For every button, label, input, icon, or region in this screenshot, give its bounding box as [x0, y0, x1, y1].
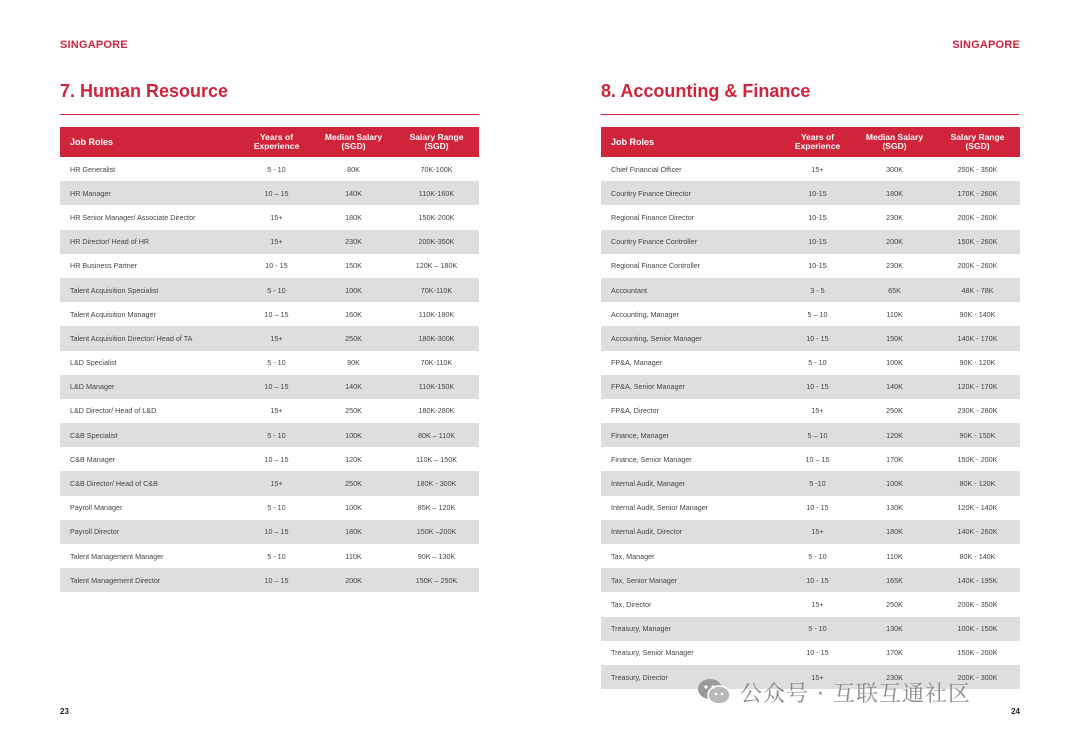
header-years: Years of Experience: [240, 127, 313, 157]
cell-median: 250K: [345, 406, 362, 416]
table-row: [60, 375, 479, 399]
cell-range: 90K - 150K: [935, 423, 1020, 447]
cell-years: 5 - 10: [267, 503, 286, 513]
table-row: [601, 447, 1020, 471]
cell-years: 10 – 15: [240, 375, 313, 399]
table-row: [60, 157, 479, 181]
table-row: [601, 278, 1020, 302]
cell-range: 170K - 260K: [935, 181, 1020, 205]
cell-job-role: Talent Management Director: [60, 568, 240, 592]
table-row: [601, 375, 1020, 399]
table-row: [601, 181, 1020, 205]
header-range: Salary Range (SGD): [394, 127, 479, 157]
cell-median: 230K: [886, 261, 903, 271]
cell-range: 100K - 150K: [935, 617, 1020, 641]
cell-job-role: Internal Audit, Senior Manager: [611, 503, 709, 513]
cell-years: 15+: [240, 471, 313, 495]
cell-job-role: C&B Manager: [70, 454, 116, 464]
wechat-icon: [696, 676, 732, 708]
cell-median: 100K: [854, 471, 935, 495]
cell-job-role: Country Finance Director: [601, 181, 781, 205]
cell-job-role: FP&A, Manager: [611, 358, 663, 368]
cell-range: 70K-100K: [420, 164, 453, 174]
table-row: [601, 302, 1020, 326]
header-job-roles: Job Roles: [601, 127, 781, 157]
cell-median: 180K: [854, 181, 935, 205]
cell-years: 15+: [270, 212, 283, 222]
cell-median: 110K: [886, 309, 903, 319]
cell-range: 150K – 250K: [394, 568, 479, 592]
cell-years: 15+: [781, 520, 854, 544]
cell-median: 120K: [345, 454, 362, 464]
cell-years: 10 - 15: [265, 261, 288, 271]
cell-years: 15+: [270, 406, 283, 416]
cell-job-role: Regional Finance Director: [611, 212, 695, 222]
cell-range: 200K-350K: [394, 230, 479, 254]
cell-years: 10 – 15: [240, 181, 313, 205]
cell-range: 80K - 140K: [959, 551, 996, 561]
cell-job-role: HR Manager: [60, 181, 240, 205]
table-row: [601, 617, 1020, 641]
cell-job-role: Chief Financial Officer: [611, 164, 682, 174]
cell-median: 80K: [347, 164, 360, 174]
cell-years: 15+: [781, 665, 854, 689]
cell-median: 130K: [854, 617, 935, 641]
cell-job-role: Accountant: [601, 278, 781, 302]
cell-range: 90K - 120K: [959, 358, 996, 368]
table-row: [601, 471, 1020, 495]
cell-years: 10-15: [808, 212, 827, 222]
cell-range: 120K - 170K: [935, 375, 1020, 399]
cell-job-role: Treasury, Manager: [601, 617, 781, 641]
cell-job-role: FP&A, Senior Manager: [601, 375, 781, 399]
cell-range: 150K - 200K: [957, 648, 998, 658]
cell-years: 10 - 15: [806, 648, 829, 658]
table-row: [60, 254, 479, 278]
cell-job-role: Finance, Manager: [601, 423, 781, 447]
cell-range: 140K - 195K: [935, 568, 1020, 592]
cell-years: 10 - 15: [806, 503, 829, 513]
cell-median: 170K: [886, 454, 903, 464]
salary-table: [601, 127, 1020, 689]
table-row: [601, 351, 1020, 375]
table-row: [601, 423, 1020, 447]
cell-years: 5 - 10: [808, 358, 827, 368]
cell-median: 250K: [313, 326, 394, 350]
table-row: [60, 399, 479, 423]
table-row: [601, 544, 1020, 568]
section-title: 7. Human Resource: [60, 81, 229, 101]
country-label: SINGAPORE: [60, 39, 128, 51]
cell-years: 5 - 10: [808, 551, 827, 561]
cell-range: 120K - 140K: [957, 503, 998, 513]
cell-job-role: Accounting, Senior Manager: [601, 326, 781, 350]
table-row: [60, 230, 479, 254]
cell-range: 48K - 78K: [935, 278, 1020, 302]
cell-years: 5 - 10: [781, 617, 854, 641]
cell-range: 200K - 350K: [957, 599, 998, 609]
cell-range: 110K – 150K: [415, 454, 458, 464]
cell-median: 140K: [313, 181, 394, 205]
table-row: [601, 520, 1020, 544]
cell-range: 80K - 120K: [935, 471, 1020, 495]
table-row: [601, 254, 1020, 278]
cell-years: 10 – 15: [805, 454, 830, 464]
cell-years: 5 - 10: [267, 551, 286, 561]
cell-years: 10-15: [781, 181, 854, 205]
cell-range: 200K - 260K: [957, 261, 998, 271]
cell-median: 120K: [854, 423, 935, 447]
cell-range: 110K-160K: [394, 181, 479, 205]
cell-median: 100K: [313, 423, 394, 447]
cell-job-role: Payroll Director: [60, 520, 240, 544]
table-row: [60, 447, 479, 471]
table-row: [601, 641, 1020, 665]
cell-years: 10-15: [808, 261, 827, 271]
cell-job-role: Regional Finance Controller: [611, 261, 701, 271]
cell-median: 140K: [313, 375, 394, 399]
cell-job-role: L&D Director/ Head of L&D: [70, 406, 157, 416]
cell-median: 180K: [345, 212, 362, 222]
cell-median: 180K: [854, 520, 935, 544]
cell-years: 5 – 10: [781, 423, 854, 447]
cell-range: 85K – 120K: [417, 503, 456, 513]
cell-range: 180K-280K: [418, 406, 455, 416]
table-row: [601, 230, 1020, 254]
cell-job-role: Payroll Manager: [70, 503, 123, 513]
cell-years: 5 – 10: [807, 309, 828, 319]
cell-job-role: Treasury, Director: [601, 665, 781, 689]
table-row: [601, 568, 1020, 592]
cell-years: 10 - 15: [781, 375, 854, 399]
cell-median: 100K: [345, 503, 362, 513]
page-number: 23: [60, 707, 69, 716]
table-row: [60, 302, 479, 326]
header-range: Salary Range (SGD): [935, 127, 1020, 157]
table-row: [60, 351, 479, 375]
cell-median: 160K: [345, 309, 362, 319]
cell-job-role: Tax, Manager: [611, 551, 655, 561]
cell-range: 150K - 260K: [935, 230, 1020, 254]
cell-years: 15+: [811, 164, 824, 174]
cell-median: 250K: [313, 471, 394, 495]
page-number: 24: [1011, 707, 1020, 716]
table-row: [601, 592, 1020, 616]
cell-range: 200K - 260K: [957, 212, 998, 222]
header-median: Median Salary (SGD): [313, 127, 394, 157]
cell-median: 170K: [886, 648, 903, 658]
cell-years: 3 - 5: [781, 278, 854, 302]
cell-median: 110K: [886, 551, 903, 561]
cell-years: 15+: [811, 406, 824, 416]
watermark: [696, 676, 971, 708]
cell-years: 15+: [240, 326, 313, 350]
cell-median: 250K: [886, 599, 903, 609]
table-header-row: [60, 127, 479, 157]
cell-median: 110K: [345, 551, 362, 561]
cell-years: 15+: [240, 230, 313, 254]
cell-job-role: Talent Acquisition Manager: [70, 309, 156, 319]
cell-job-role: Internal Audit, Manager: [601, 471, 781, 495]
cell-range: 180K - 300K: [394, 471, 479, 495]
cell-range: 110K-180K: [418, 309, 455, 319]
cell-years: 10-15: [781, 230, 854, 254]
cell-years: 10 – 15: [240, 568, 313, 592]
cell-range: 250K - 350K: [957, 164, 998, 174]
table-row: [60, 423, 479, 447]
cell-median: 150K: [854, 326, 935, 350]
cell-job-role: Talent Management Manager: [70, 551, 164, 561]
cell-years: 5 - 10: [240, 278, 313, 302]
cell-range: 150K - 200K: [957, 454, 998, 464]
cell-median: 65K: [854, 278, 935, 302]
cell-median: 165K: [854, 568, 935, 592]
table-row: [60, 181, 479, 205]
cell-median: 230K: [313, 230, 394, 254]
cell-median: 90K: [347, 358, 360, 368]
cell-median: 100K: [313, 278, 394, 302]
cell-range: 70K-110K: [420, 358, 453, 368]
table-row: [60, 326, 479, 350]
cell-years: 10 - 15: [781, 568, 854, 592]
cell-median: 250K: [886, 406, 903, 416]
section-title: 8. Accounting & Finance: [601, 81, 811, 101]
table-row: [601, 399, 1020, 423]
cell-years: 5 -10: [781, 471, 854, 495]
page-right: [540, 0, 1080, 737]
cell-median: 140K: [854, 375, 935, 399]
cell-median: 200K: [313, 568, 394, 592]
cell-job-role: Country Finance Controller: [601, 230, 781, 254]
header-job-roles: Job Roles: [60, 127, 240, 157]
cell-job-role: Talent Acquisition Director/ Head of TA: [60, 326, 240, 350]
cell-years: 10 - 15: [781, 326, 854, 350]
cell-range: 110K-150K: [394, 375, 479, 399]
cell-job-role: C&B Director/ Head of C&B: [60, 471, 240, 495]
header-median: Median Salary (SGD): [854, 127, 935, 157]
cell-median: 300K: [886, 164, 903, 174]
cell-range: 90K – 130K: [417, 551, 456, 561]
title-divider: [60, 114, 479, 115]
cell-years: 5 - 10: [267, 164, 286, 174]
table-row: [60, 205, 479, 229]
cell-job-role: Accounting, Manager: [611, 309, 679, 319]
cell-years: 10 – 15: [240, 520, 313, 544]
table-row: [601, 326, 1020, 350]
cell-job-role: Finance, Senior Manager: [611, 454, 692, 464]
watermark-text: 公众号 · 互联互通社区: [740, 681, 971, 707]
cell-job-role: C&B Specialist: [60, 423, 240, 447]
cell-range: 140K - 260K: [935, 520, 1020, 544]
cell-median: 180K: [313, 520, 394, 544]
cell-median: 230K: [886, 212, 903, 222]
cell-median: 150K: [345, 261, 362, 271]
cell-job-role: HR Business Partner: [70, 261, 138, 271]
table-row: [60, 568, 479, 592]
cell-years: 10 – 15: [264, 454, 289, 464]
salary-table: [60, 127, 479, 592]
cell-job-role: HR Generalist: [70, 164, 116, 174]
table-row: [60, 278, 479, 302]
table-row: [60, 471, 479, 495]
cell-years: 5 - 10: [267, 358, 286, 368]
cell-range: 200K - 300K: [935, 665, 1020, 689]
cell-job-role: Talent Acquisition Specialist: [60, 278, 240, 302]
cell-range: 80K – 110K: [394, 423, 479, 447]
cell-median: 230K: [854, 665, 935, 689]
title-divider: [601, 114, 1019, 115]
cell-job-role: HR Senior Manager/ Associate Director: [70, 212, 196, 222]
table-row: [601, 157, 1020, 181]
cell-job-role: HR Director/ Head of HR: [60, 230, 240, 254]
cell-range: 150K-200K: [418, 212, 455, 222]
cell-job-role: Tax, Senior Manager: [601, 568, 781, 592]
cell-years: 5 - 10: [240, 423, 313, 447]
country-label: SINGAPORE: [952, 39, 1020, 51]
cell-median: 100K: [886, 358, 903, 368]
cell-years: 15+: [811, 599, 824, 609]
cell-job-role: Tax, Director: [611, 599, 652, 609]
cell-range: 90K - 140K: [959, 309, 996, 319]
table-row: [60, 544, 479, 568]
cell-job-role: Treasury, Senior Manager: [611, 648, 694, 658]
table-row: [601, 205, 1020, 229]
table-row: [60, 496, 479, 520]
cell-median: 130K: [886, 503, 903, 513]
cell-range: 70K-110K: [394, 278, 479, 302]
cell-job-role: L&D Manager: [60, 375, 240, 399]
table-row: [601, 496, 1020, 520]
cell-range: 230K - 280K: [957, 406, 998, 416]
cell-median: 200K: [854, 230, 935, 254]
table-header-row: [601, 127, 1020, 157]
header-years: Years of Experience: [781, 127, 854, 157]
cell-job-role: FP&A, Director: [611, 406, 659, 416]
cell-range: 120K – 180K: [415, 261, 458, 271]
cell-job-role: Internal Audit, Director: [601, 520, 781, 544]
cell-years: 10 – 15: [264, 309, 289, 319]
cell-job-role: L&D Specialist: [70, 358, 117, 368]
cell-range: 150K –200K: [394, 520, 479, 544]
cell-range: 180K-300K: [394, 326, 479, 350]
cell-range: 140K - 170K: [935, 326, 1020, 350]
table-row: [60, 520, 479, 544]
